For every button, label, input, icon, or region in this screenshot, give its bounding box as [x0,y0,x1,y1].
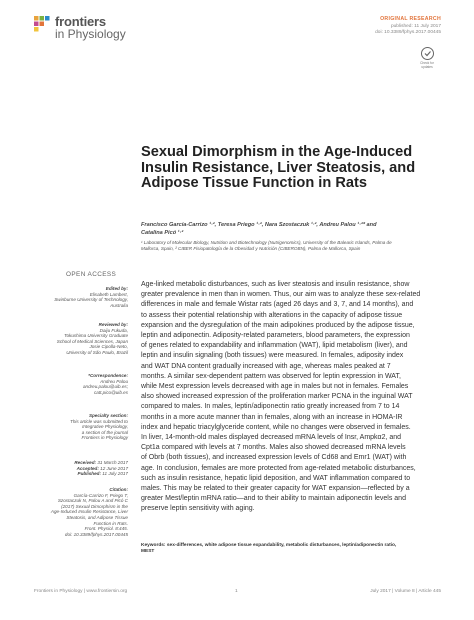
abstract-line: males. This may be related to their greater capacity for WAT expansion—reflected by a [141,485,410,493]
specialty-line: This article was submitted to [70,418,128,424]
citation-line: (2017) Sexual Dimorphism in the [61,503,128,509]
reviewed-by-line: Daiju Fukuda, [99,327,128,333]
citation-line: García-Carrizo F, Priego T, [73,492,128,498]
edited-by-section [18,286,128,308]
specialty-line: a section of the journal [81,429,128,435]
abstract-line: Age-linked metabolic disturbances, such as liver steatosis and insulin resistance, show [141,281,410,288]
abstract-line: to assess their potential relationship with alterations in the capacity of adipose tissue [141,311,403,319]
citation-doi[interactable]: doi: 10.3389/fphys.2017.00445 [64,531,128,537]
abstract-line: leptin and adiponectin. Adiposity-related parameters, blood parameters, the expression [141,332,410,340]
abstract-line: greater Mest/leptin mRNA ratio—and to their ability to maintain adiponectin levels and [141,495,406,503]
citation-section [18,487,128,537]
publication-info [375,24,441,37]
published-date-sidebar: Published: 11 July 2017 [77,471,128,477]
footer-volume-info: July 2017 | Volume 8 | Article 445 [370,589,441,594]
abstract-line: differences in male and female Wistar rats (aged 26 days and 3, 7, and 14 months), and [141,301,414,309]
keywords-line-2: MEST [141,549,155,555]
authors-line-1: Francisco García-Carrizo ¹·², Teresa Priego ¹·², Nara Szostaczuk ¹·², Andreu Palou ¹·²* and [141,222,377,228]
specialty-line: Integrative Physiology, [82,424,128,430]
journal-logo [34,16,126,40]
check-for-updates-button[interactable] [420,47,434,69]
reviewed-by-line: Tokushima University Graduate [64,333,128,339]
dates-section [18,460,128,477]
abstract-line: of genes related to expandability and inflammation (WAT), lipid metabolism (liver), and [141,342,408,350]
citation-line: Szostaczuk N, Palou A and Picó C [57,498,128,504]
affiliation-line-1: ¹ Laboratory of Molecular Biology, Nutrition and Biotechnology (Nutrigenomics), University of the Balearic Islands, Palma de [141,240,392,245]
frontiers-logo-icon [34,16,50,32]
check-updates-icon [421,47,434,60]
affiliation-line-2: Mallorca, Spain, ² CIBER Fisiopatología de la Obesidad y Nutrición (CIBEROBN), Palma de Mallorca, Spain [141,246,361,251]
footer-journal-link[interactable]: Frontiers in Physiology | www.frontiersin.org [34,589,128,594]
keywords [141,543,439,556]
accepted-date: Accepted: 12 June 2017 [76,465,128,471]
abstract-line: months in a more acute manner than in females, along with an increase in HOMA-IR [141,413,403,421]
received-date: Received: 31 March 2017 [74,460,128,465]
correspondence-email[interactable]: andreu.palou@uib.es; [82,384,128,390]
abstract-line: In liver, 14-month-old males displayed decreased mRNA levels of Insr, Ampkα2, and [141,434,402,442]
affiliations [141,240,441,252]
abstract-line: while Mest expression levels decreased with age in males but not in females. Females [141,383,409,391]
citation-line: Age-Induced Insulin Resistance, Liver [50,509,128,515]
citation-line: Front. Physiol. 8:445. [84,526,128,532]
abstract-line: Cpt1a compared with levels at 7 months. Males also showed decreased mRNA levels [141,444,406,452]
reviewed-by-line: University of São Paulo, Brazil [66,349,128,355]
edited-by-line: Australia [110,302,128,308]
edited-by-heading: Edited by: [105,286,128,291]
article-title: Sexual Dimorphism in the Age-Induced Insulin Resistance, Liver Steatosis, and Adipose Tissue Function in Rats [141,144,416,192]
authors-line-2: Catalina Picó ¹·² [141,230,184,236]
correspondence-line: Andreu Palou [100,378,128,384]
citation-line: Function in Rats. [93,520,128,526]
abstract-line: months. A similar sex-dependent pattern was observed for leptin expression in WAT, [141,372,401,380]
reviewed-by-line: Josie Cipolla-Neto, [89,344,128,350]
reviewed-by-heading: Reviewed by: [98,322,128,327]
abstract-line: age. In conclusion, females are more protected from age-related metabolic disturbances, [141,464,416,472]
edited-by-line: Elisabeth Lambert, [89,291,128,297]
correspondence-section [18,373,128,395]
article-type: ORIGINAL RESEARCH [380,16,441,22]
specialty-section [18,413,128,441]
open-access-label: OPEN ACCESS [66,271,117,278]
author-list [141,221,441,237]
correspondence-heading: *Correspondence: [88,373,128,378]
abstract [141,280,439,515]
brand-name: frontiers [55,14,106,29]
correspondence-email[interactable]: catt.pico@uib.es [93,389,128,395]
page-number: 1 [235,589,238,594]
citation-heading: Citation: [109,487,128,492]
abstract-line: expansion and the dysregulation of the main adipokines produced by the adipose tissue, [141,321,415,329]
abstract-line: index and hepatic triacylglyceride content, while no changes were observed in females. [141,423,411,431]
specialty-line: Frontiers in Physiology [81,435,128,441]
doi-link[interactable]: doi: 10.3389/fphys.2017.00445 [375,30,441,36]
edited-by-line: Swinburne University of Technology, [54,297,128,303]
abstract-line: also showed increased expression of the proliferation marker PCNA in the inguinal WAT [141,393,413,401]
reviewed-by-section [18,322,128,356]
reviewed-by-line: School of Medical Sciences, Japan [56,338,128,344]
abstract-line: and WAT DNA content gradually increased with age, whereas males peaked at 7 [141,362,391,370]
abstract-line: of Obrb (both tissues), and increased expression levels of Cd68 and Emr1 (WAT) with [141,454,407,462]
abstract-line: preserve leptin sensitivity with aging. [141,505,255,513]
abstract-line: such as insulin resistance, hepatic lipid deposition, and WAT inflammation compared to [141,474,411,482]
abstract-line: greater prevalence in men than in women. Thus, our aim was to analyze these sex-related [141,291,421,299]
check-updates-label: Check for updates [420,61,434,69]
journal-name: in Physiology [55,27,126,41]
specialty-heading: Specialty section: [88,413,128,418]
keywords-line-1: Keywords: sex-differences, white adipose tissue expandability, metabolic disturbances, leptin/adiponectin ratio, [141,543,397,548]
abstract-line: leptin and insulin signaling (both tissues) were measured. In females, adiposity index [141,352,404,360]
citation-line: Steatosis, and Adipose Tissue [66,514,128,520]
published-date: published: 11 July 2017 [390,24,441,29]
abstract-line: compared to males. In males, leptin/adiponectin ratio greatly increased from 7 to 14 [141,403,400,411]
